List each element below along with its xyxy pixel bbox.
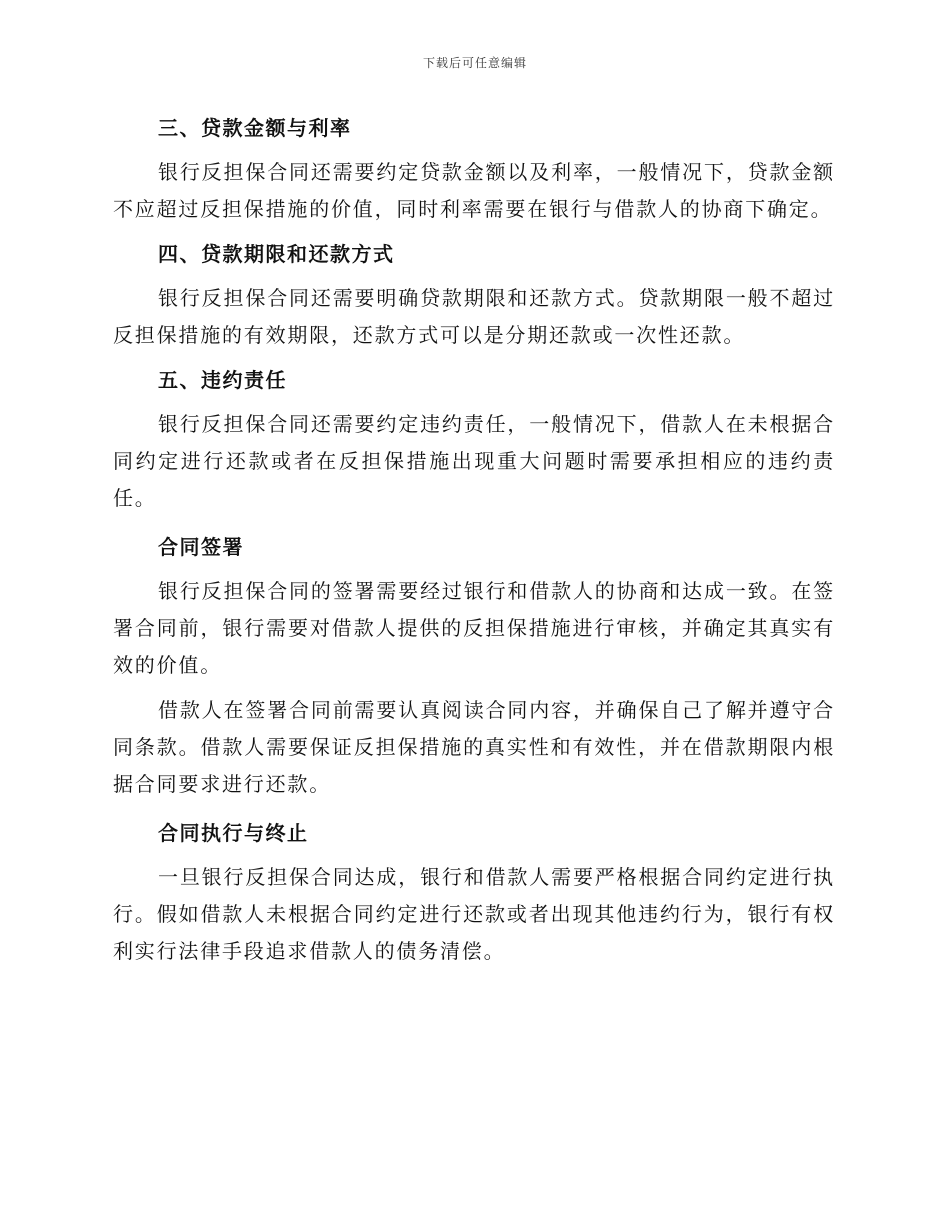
section-heading-loan-amount: 三、贷款金额与利率 bbox=[158, 116, 352, 140]
page-header-note: 下载后可任意编辑 bbox=[422, 56, 527, 70]
section-paragraph: 银行反担保合同还需要明确贷款期限和还款方式。贷款期限一般不超过反担保措施的有效期限，还款方式可以是分期还款或一次性还款。 bbox=[113, 286, 835, 347]
section-heading-execution: 合同执行与终止 bbox=[158, 821, 309, 845]
section-paragraph: 借款人在签署合同前需要认真阅读合同内容，并确保自己了解并遵守合同条款。借款人需要保证反担保措施的真实性和有效性，并在借款期限内根据合同要求进行还款。 bbox=[113, 698, 835, 796]
section-heading-liability: 五、违约责任 bbox=[158, 368, 287, 392]
section-heading-loan-term: 四、贷款期限和还款方式 bbox=[158, 242, 395, 266]
section-heading-signing: 合同签署 bbox=[158, 535, 244, 559]
section-paragraph: 银行反担保合同还需要约定贷款金额以及利率，一般情况下，贷款金额不应超过反担保措施的价值，同时利率需要在银行与借款人的协商下确定。 bbox=[113, 160, 835, 221]
section-paragraph: 银行反担保合同还需要约定违约责任，一般情况下，借款人在未根据合同约定进行还款或者在反担保措施出现重大问题时需要承担相应的违约责任。 bbox=[113, 412, 835, 510]
section-paragraph: 银行反担保合同的签署需要经过银行和借款人的协商和达成一致。在签署合同前，银行需要对借款人提供的反担保措施进行审核，并确定其真实有效的价值。 bbox=[113, 579, 835, 677]
section-paragraph: 一旦银行反担保合同达成，银行和借款人需要严格根据合同约定进行执行。假如借款人未根据合同约定进行还款或者出现其他违约行为，银行有权利实行法律手段追求借款人的债务清偿。 bbox=[113, 865, 835, 963]
document-body bbox=[113, 110, 835, 970]
